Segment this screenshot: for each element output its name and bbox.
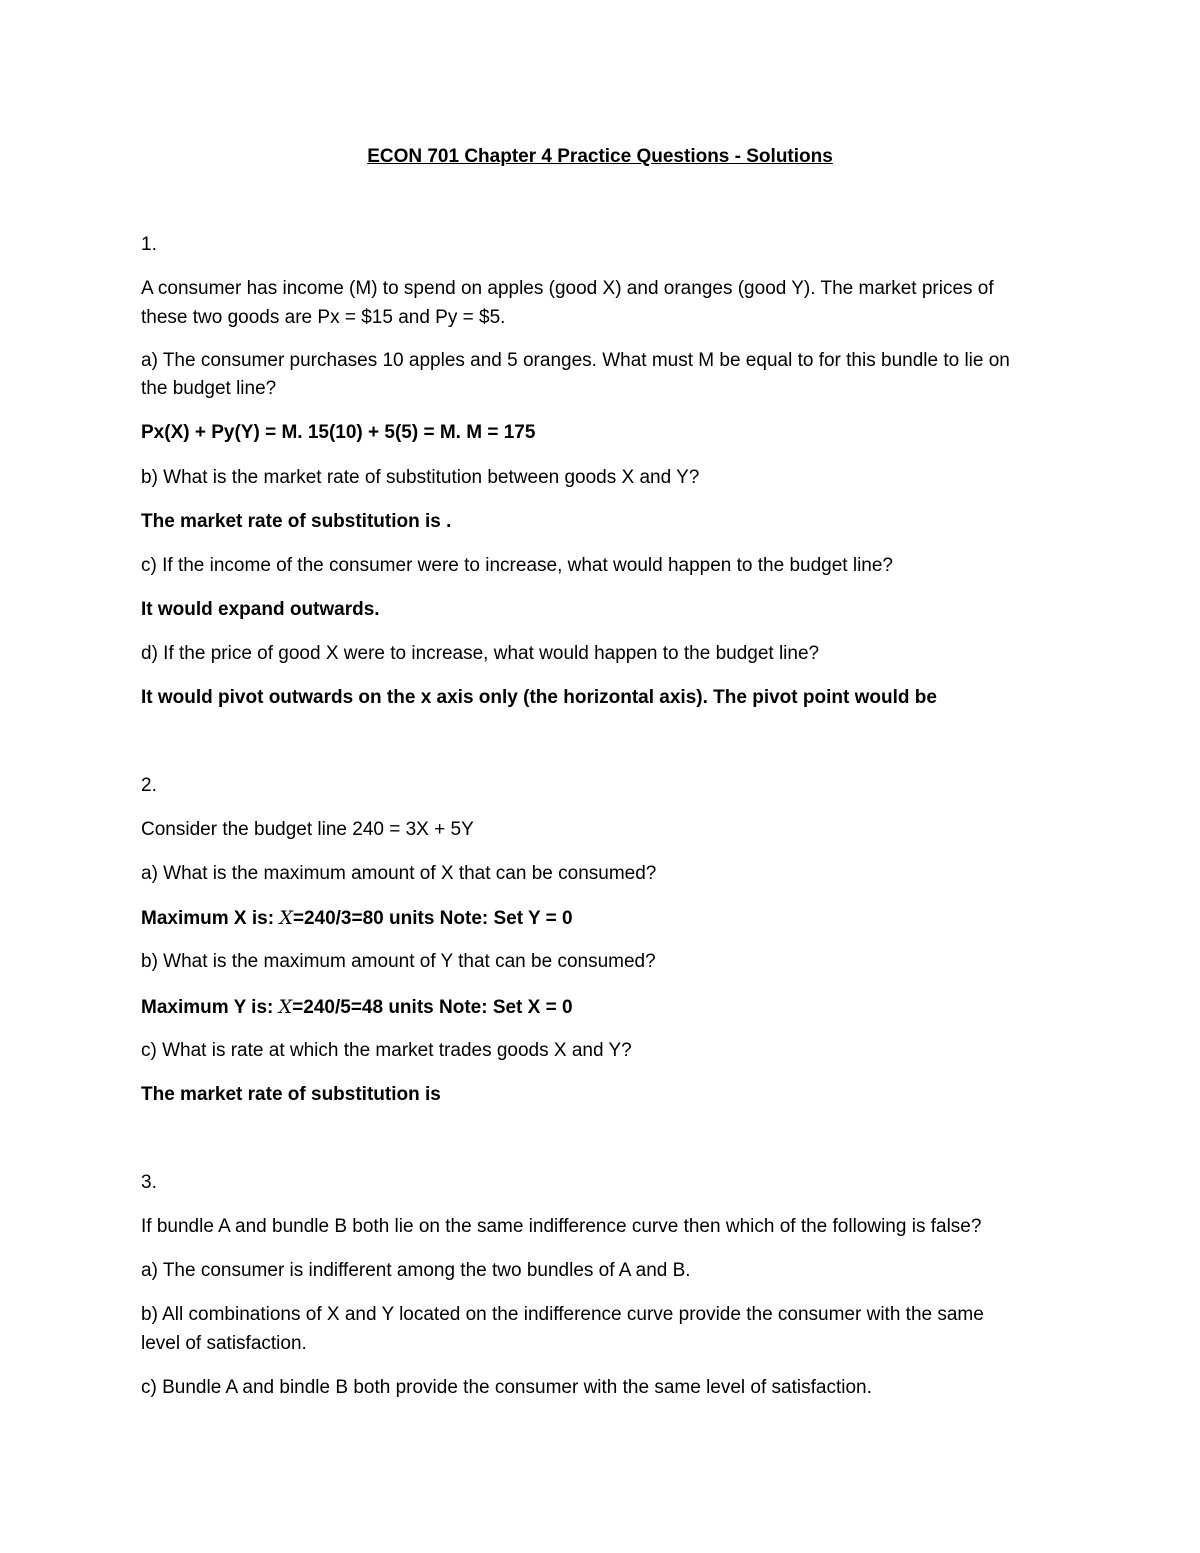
- question-3-option-c: c) Bundle A and bindle B both provide the consumer with the same level of satisfaction.: [141, 1377, 872, 1398]
- question-1-number: 1.: [141, 234, 157, 255]
- answer-prefix: Maximum Y is:: [141, 997, 279, 1018]
- math-variable: X: [279, 907, 293, 929]
- question-3-option-b-line-1: b) All combinations of X and Y located on the indifference curve provide the consumer with the same: [141, 1304, 984, 1325]
- answer-prefix: Maximum X is:: [141, 908, 280, 929]
- question-1b-answer: The market rate of substitution is .: [141, 511, 452, 532]
- question-1-intro-line-1: A consumer has income (M) to spend on apples (good X) and oranges (good Y). The market prices of: [141, 278, 994, 299]
- question-2b: b) What is the maximum amount of Y that can be consumed?: [141, 951, 656, 972]
- question-2c-answer: The market rate of substitution is: [141, 1084, 441, 1105]
- question-1a-line-1: a) The consumer purchases 10 apples and 5 oranges. What must M be equal to for this bundle to lie on: [141, 350, 1010, 371]
- question-3-intro: If bundle A and bundle B both lie on the same indifference curve then which of the following is false?: [141, 1216, 982, 1237]
- question-1a-answer: Px(X) + Py(Y) = M. 15(10) + 5(5) = M. M = 175: [141, 422, 536, 443]
- answer-rest: =240/3=80 units Note: Set Y = 0: [292, 908, 573, 929]
- question-3-number: 3.: [141, 1172, 157, 1193]
- question-2-number: 2.: [141, 775, 157, 796]
- question-1d-answer: It would pivot outwards on the x axis only (the horizontal axis). The pivot point would be: [141, 687, 937, 708]
- question-1c: c) If the income of the consumer were to increase, what would happen to the budget line?: [141, 555, 894, 576]
- question-1-intro-line-2: these two goods are Px = $15 and Py = $5.: [141, 307, 506, 328]
- question-3-option-a: a) The consumer is indifferent among the two bundles of A and B.: [141, 1260, 691, 1281]
- question-2-intro: Consider the budget line 240 = 3X + 5Y: [141, 819, 474, 840]
- question-2a: a) What is the maximum amount of X that can be consumed?: [141, 863, 657, 884]
- question-2a-answer: [141, 906, 573, 931]
- question-2c: c) What is rate at which the market trades goods X and Y?: [141, 1040, 632, 1061]
- answer-rest: =240/5=48 units Note: Set X = 0: [292, 997, 573, 1018]
- question-1d: d) If the price of good X were to increase, what would happen to the budget line?: [141, 643, 820, 664]
- question-1c-answer: It would expand outwards.: [141, 599, 380, 620]
- question-2b-answer: [141, 995, 573, 1020]
- question-1b: b) What is the market rate of substitution between goods X and Y?: [141, 467, 700, 488]
- math-variable: X: [278, 996, 293, 1018]
- question-3-option-b-line-2: level of satisfaction.: [141, 1333, 307, 1354]
- question-1a-line-2: the budget line?: [141, 378, 277, 399]
- document-title: ECON 701 Chapter 4 Practice Questions - Solutions: [367, 146, 833, 167]
